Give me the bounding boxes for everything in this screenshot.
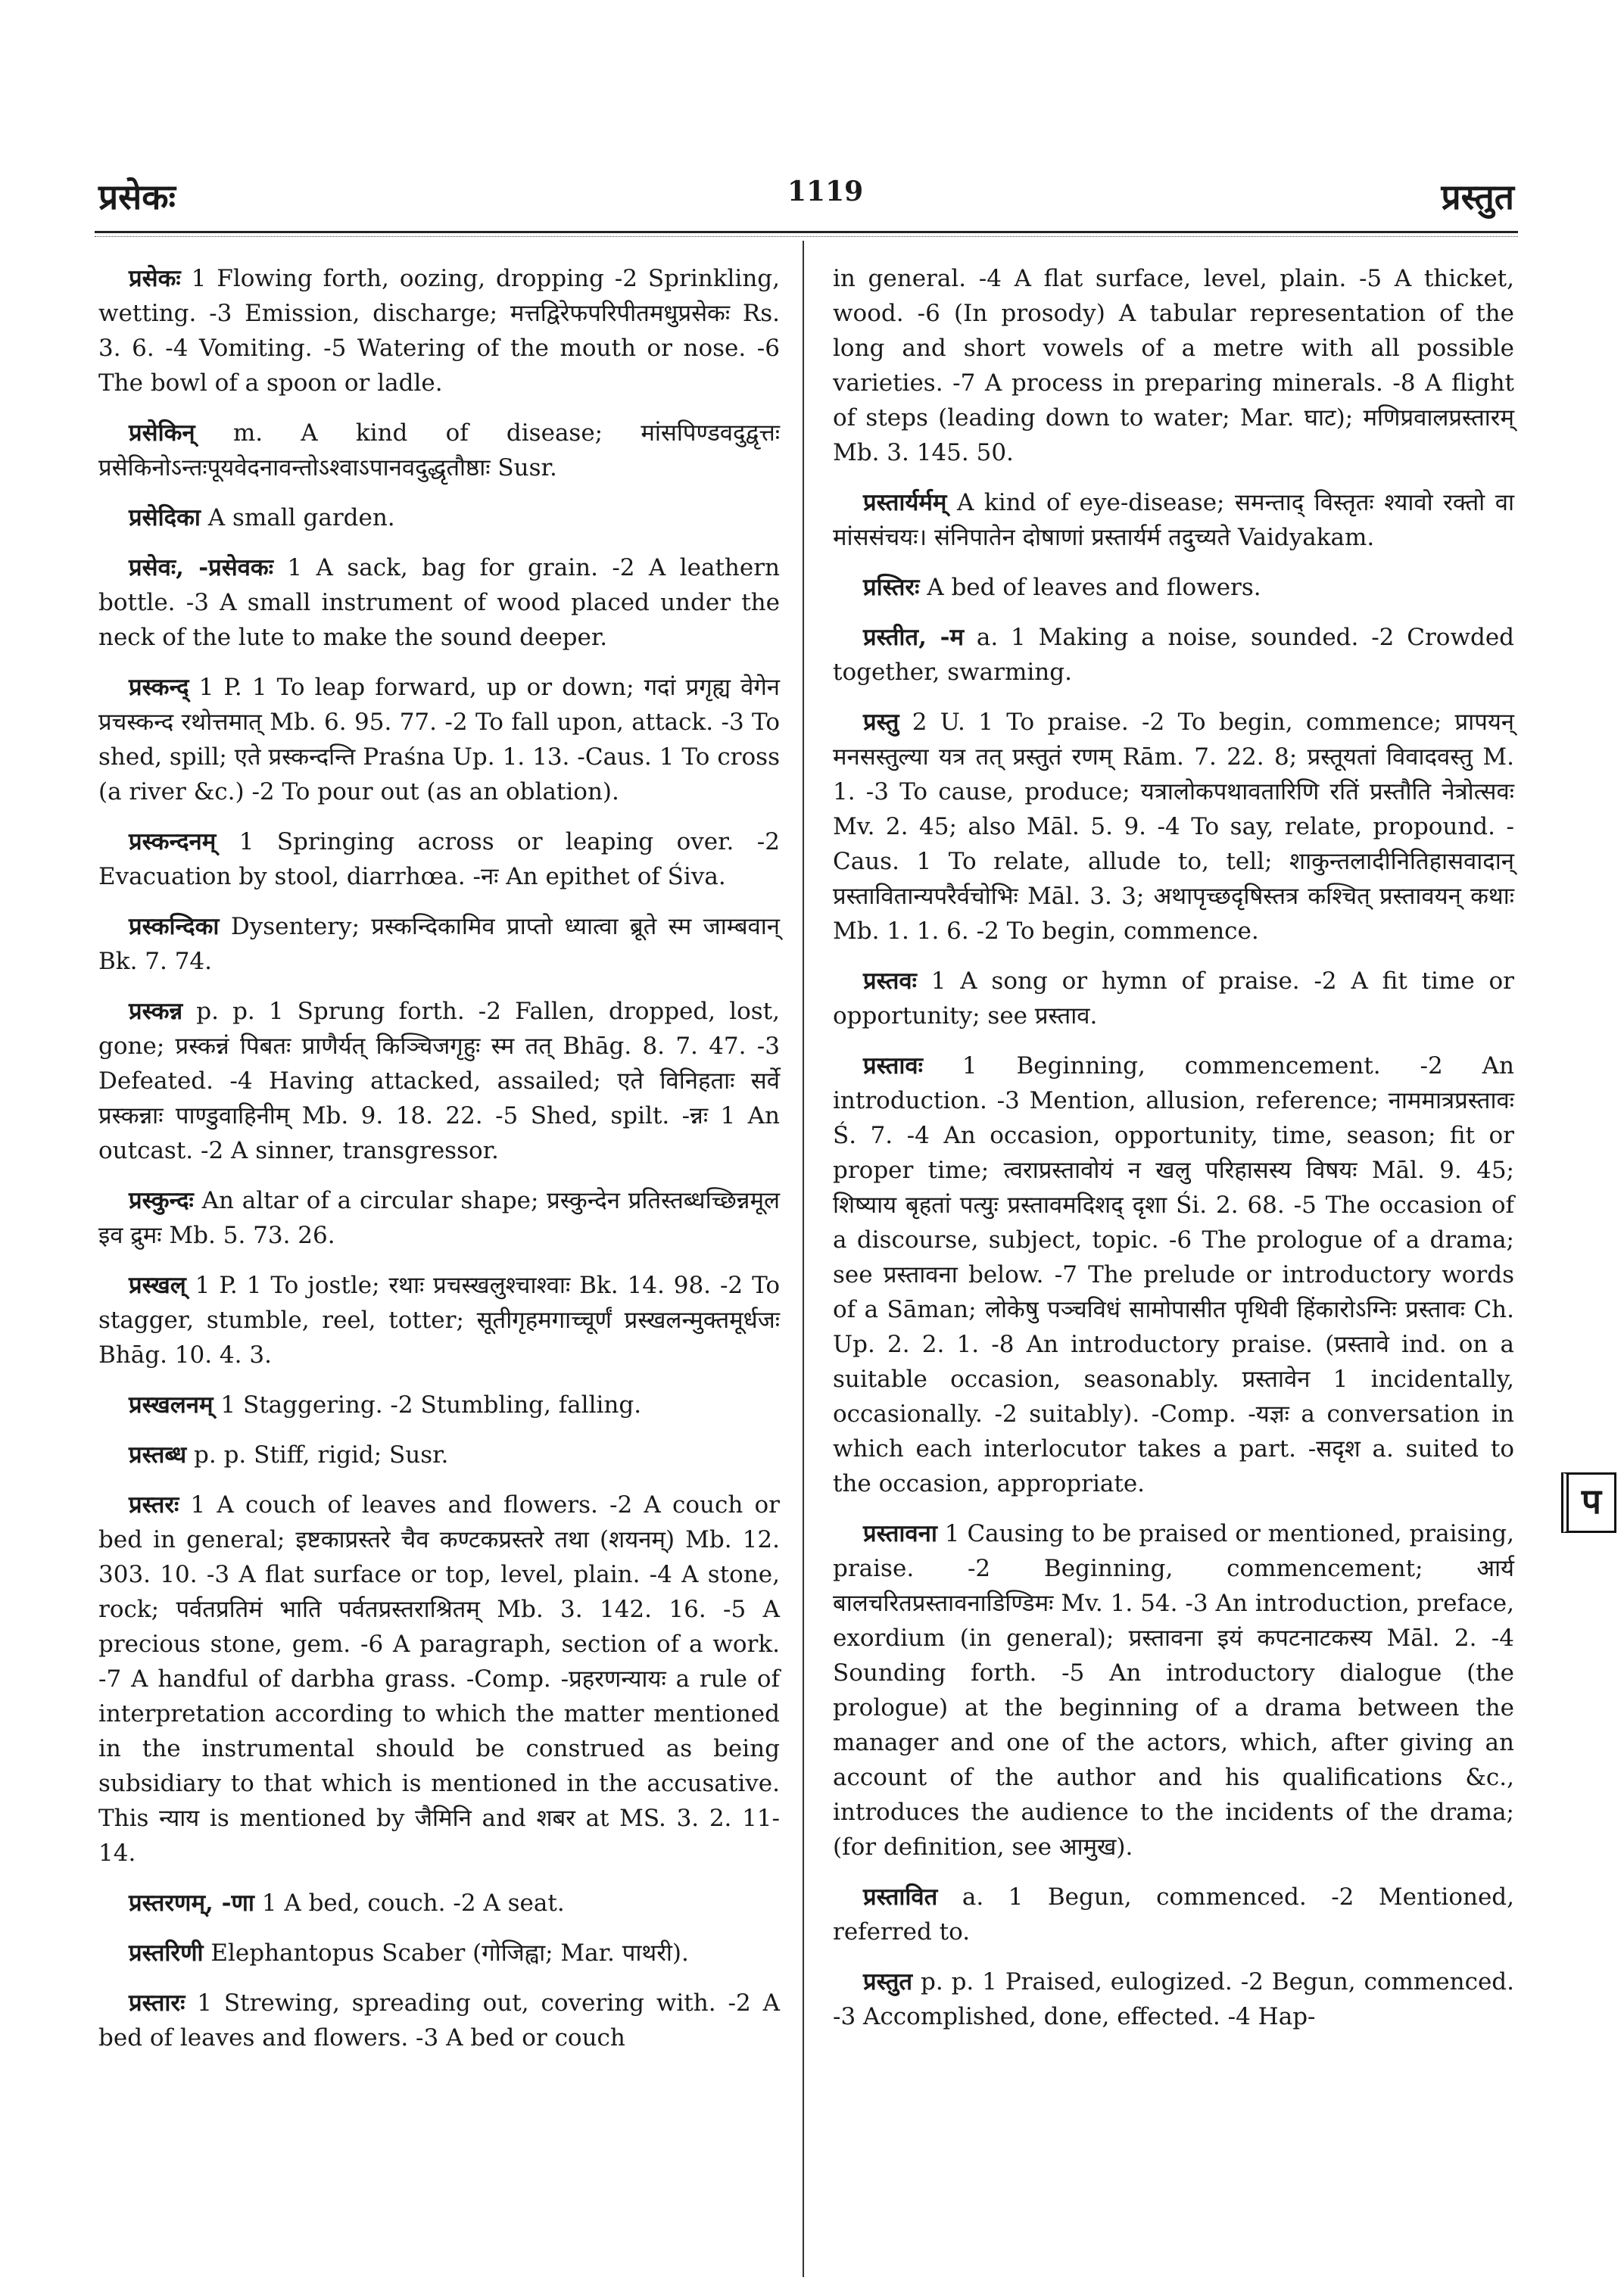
entry-headword: प्रस्तार्यर्मम् [863,489,947,516]
entry-definition: p. p. Stiff, rigid; Susr. [194,1441,449,1469]
header-rule [95,231,1518,233]
dictionary-entry [98,550,780,655]
entry-definition: a. 1 Making a noise, sounded. -2 Crowded together, swarming. [833,624,1515,686]
dictionary-entry [833,620,1514,690]
thumb-index-tab: प [1561,1472,1616,1533]
entry-headword: प्रस्कन्न [129,998,183,1025]
entry-headword: प्रस्कन्द् [129,674,189,701]
entry-headword: प्रस्कन्दिका [129,913,220,940]
dictionary-entry [98,994,780,1168]
header-dotted-rule [95,236,1518,237]
entry-headword: प्रस्तुत [863,1968,913,1995]
entry-definition: a. 1 Begun, commenced. -2 Mentioned, referred to. [833,1883,1514,1946]
dictionary-entry [833,1964,1514,2034]
entry-definition: p. p. 1 Sprung forth. -2 Fallen, dropped, lost, gone; प्रस्कन्नं पिबतः प्राणैर्यत् किञ्चिजगृहुः स्म तत् Bhāg. 8. 7. 47. -3 Defeated. -4 Having attacked, assailed; एते विनिहताः सर्वे प्रस्कन्नाः पाण्डुवाहिनीम् Mb. 9. 18. 22. -5 Shed, spilt. -न्नः 1 An outcast. -2 A sinner, transgressor. [98,998,780,1164]
entry-definition: A bed of leaves and flowers. [927,574,1261,601]
dictionary-entry [98,1268,780,1372]
entry-definition: An altar of a circular shape; प्रस्कुन्देन प्रतिस्तब्धच्छिन्नमूल इव द्रुमः Mb. 5. 73. 26. [98,1187,780,1249]
dictionary-entry [98,1488,780,1871]
dictionary-entry [833,964,1514,1033]
entry-definition: 1 Causing to be praised or mentioned, praising, praise. -2 Beginning, commencement; आर्य बालचरितप्रस्तावनाडिण्डिमः Mv. 1. 54. -3 An introduction, preface, exordium (in general); प्रस्तावना इयं कपटनाटकस्य Māl. 2. -4 Sounding forth. -5 An introductory dialogue (the prologue) at the beginning of a drama between the manager and one of the actors, which, after giving an account of the author and his qualifications &c., introduces the audience to the incidents of the drama; (for definition, see आमुख). [833,1520,1514,1861]
entry-definition: in general. -4 A flat surface, level, plain. -5 A thicket, wood. -6 (In prosody) A tabular representation of the long and short vowels of a metre with all possible varieties. -7 A process in preparing minerals. -8 A flight of steps (leading down to water; Mar. घाट); मणिप्रवालप्रस्तारम् Mb. 3. 145. 50. [833,265,1514,466]
entry-headword: प्रसेकिन् [129,419,195,447]
dictionary-entry [833,1048,1514,1501]
running-header [98,173,1514,226]
entry-headword: प्रस्तरिणी [129,1939,204,1967]
entry-definition: 1 Beginning, commencement. -2 An introduction. -3 Mention, allusion, reference; नाममात्रप्रस्तावः Ś. 7. -4 An occasion, opportunity, time, season; fit or proper time; त्वराप्रस्तावोयं न खलु परिहासस्य विषयः Māl. 9. 45; शिष्याय बृहतां पत्युः प्रस्तावमदिशद् दृशा Śi. 2. 68. -5 The occasion of a discourse, subject, topic. -6 The prologue of a drama; see प्रस्तावना below. -7 The prelude or introductory words of a Sāman; लोकेषु पञ्चविधं सामोपासीत पृथिवी हिंकारोऽग्निः प्रस्तावः Ch. Up. 2. 2. 1. -8 An introductory praise. (प्रस्तावे ind. on a suitable occasion, seasonably. प्रस्तावेन 1 incidentally, occasionally. -2 suitably). -Comp. -यज्ञः a conversation in which each interlocutor takes a part. -सदृश a. suited to the occasion, appropriate. [833,1052,1515,1497]
dictionary-entry [98,824,780,894]
dictionary-entry [98,1388,780,1422]
dictionary-entry [98,1886,780,1921]
right-column [833,261,1514,2049]
entry-headword: प्रस्तु [863,709,899,736]
entry-definition: A small garden. [207,504,395,531]
dictionary-entry [833,570,1514,605]
entry-definition: 1 P. 1 To jostle; रथाः प्रचस्खलुश्चाश्वाः Bk. 14. 98. -2 To stagger, stumble, reel, totter; सूतीगृहमगाच्चूर्णं प्रस्खलन्मुक्तमूर्धजः Bhāg. 10. 4. 3. [98,1272,780,1369]
dictionary-entry [98,1986,780,2055]
entry-headword: प्रस्खलनम् [129,1391,214,1419]
left-column [98,261,780,2070]
entry-headword: प्रस्कन्दनम् [129,828,217,855]
entry-definition: 1 Springing across or leaping over. -2 Evacuation by stool, diarrhœa. -नः An epithet of Śiva. [98,828,780,890]
entry-headword: प्रस्कुन्दः [129,1187,194,1214]
entry-definition: p. p. 1 Praised, eulogized. -2 Begun, commenced. -3 Accomplished, done, effected. -4 Hap- [833,1968,1514,2030]
entry-headword: प्रस्तवः [863,967,917,995]
dictionary-entry [98,1936,780,1971]
entry-definition: 1 Strewing, spreading out, covering with. -2 A bed of leaves and flowers. -3 A bed or couch [98,1989,780,2052]
entry-definition: 1 A song or hymn of praise. -2 A fit time or opportunity; see प्रस्ताव. [833,967,1514,1030]
dictionary-entry [98,1183,780,1253]
entry-definition: 1 P. 1 To leap forward, up or down; गदां प्रगृह्य वेगेन प्रचस्कन्द रथोत्तमात् Mb. 6. 95. 77. -2 To fall upon, attack. -3 To shed, spill; एते प्रस्कन्दन्ति Praśna Up. 1. 13. -Caus. 1 To cross (a river &c.) -2 To pour out (as an oblation). [98,674,780,805]
left-guide-word: प्रसेकः [98,176,176,217]
column-divider [803,241,804,2277]
page-number: 1119 [787,176,864,207]
entry-headword: प्रस्तावित [863,1883,938,1911]
entry-headword: प्रसेवः, -प्रसेवकः [129,554,273,581]
entry-definition: Dysentery; प्रस्कन्दिकामिव प्राप्तो ध्यात्वा ब्रूते स्म जाम्बवान् Bk. 7. 74. [98,913,781,975]
entry-headword: प्रस्तब्ध [129,1441,187,1469]
entry-headword: प्रसेकः [129,265,181,292]
entry-definition: 1 Flowing forth, oozing, dropping -2 Sprinkling, wetting. -3 Emission, discharge; मत्तद्विरेफपरिपीतमधुप्रसेकः Rs. 3. 6. -4 Vomiting. -5 Watering of the mouth or nose. -6 The bowl of a spoon or ladle. [98,265,780,397]
entry-headword: प्रस्खल् [129,1272,186,1299]
dictionary-entry [98,500,780,535]
entry-definition: 2 U. 1 To praise. -2 To begin, commence; प्रापयन् मनसस्तुल्या यत्र तत् प्रस्तुतं रणम् Rām. 7. 22. 8; प्रस्तूयतां विवादवस्तु M. 1. -3 To cause, produce; यत्रालोकपथावतारिणि रतिं प्रस्तौति नेत्रोत्सवः Mv. 2. 45; also Māl. 5. 9. -4 To say, relate, propound. -Caus. 1 To relate, allude to, tell; शाकुन्तलादीनितिहासवादान् प्रस्तावितान्यपरैर्वचोभिः Māl. 3. 3; अथापृच्छदृषिस्तत्र कश्चित् प्रस्तावयन् कथाः Mb. 1. 1. 6. -2 To begin, commence. [833,709,1515,945]
entry-headword: प्रस्तरणम्, -णा [129,1890,254,1917]
entry-headword: प्रसेदिका [129,504,201,531]
entry-headword: प्रस्तावः [863,1052,923,1080]
entry-headword: प्रस्तिरः [863,574,920,601]
dictionary-entry [833,1880,1514,1949]
entry-definition: 1 A sack, bag for grain. -2 A leathern bottle. -3 A small instrument of wood placed under the neck of the lute to make the sound deeper. [98,554,780,651]
entry-headword: प्रस्तरः [129,1491,179,1519]
dictionary-entry [98,1438,780,1472]
dictionary-entry-continued [833,261,1514,470]
entry-definition: Elephantopus Scaber (गोजिह्वा; Mar. पाथरी). [210,1939,689,1967]
entry-headword: प्रस्तारः [129,1989,185,2017]
entry-definition: m. A kind of disease; मांसपिण्डवदुद्वृत्तः प्रसेकिनोऽन्तःपूयवेदनावन्तोऽश्वाऽपानवदुद्धृतौष्ठाः Susr. [98,419,780,481]
dictionary-entry [833,485,1514,555]
dictionary-entry [833,705,1514,949]
entry-definition: 1 A bed, couch. -2 A seat. [261,1890,565,1917]
entry-headword: प्रस्तीत, -म [863,624,965,651]
entry-headword: प्रस्तावना [863,1520,937,1547]
entry-definition: 1 Staggering. -2 Stumbling, falling. [220,1391,642,1419]
entry-definition: A kind of eye-disease; समन्ताद् विस्तृतः श्यावो रक्तो वा मांससंचयः। संनिपातेन दोषाणां प्रस्तार्यर्म तदुच्यते Vaidyakam. [833,489,1515,551]
right-guide-word: प्रस्तुत [1441,176,1514,217]
dictionary-entry [98,909,780,979]
dictionary-entry [833,1516,1514,1865]
dictionary-entry [98,261,780,400]
entry-definition: 1 A couch of leaves and flowers. -2 A couch or bed in general; इष्टकाप्रस्तरे चैव कण्टकप्रस्तरे तथा (शयनम्) Mb. 12. 303. 10. -3 A flat surface or top, level, plain. -4 A stone, rock; पर्वतप्रतिमं भाति पर्वतप्रस्तराश्रितम् Mb. 3. 142. 16. -5 A precious stone, gem. -6 A paragraph, section of a work. -7 A handful of darbha grass. -Comp. -प्रहरणन्यायः a rule of interpretation according to which the matter mentioned in the instrumental should be construed as being subsidiary to that which is mentioned in the accusative. This न्याय is mentioned by जैमिनि and शबर at MS. 3. 2. 11-14. [98,1491,780,1867]
dictionary-entry [98,416,780,485]
dictionary-entry [98,670,780,809]
